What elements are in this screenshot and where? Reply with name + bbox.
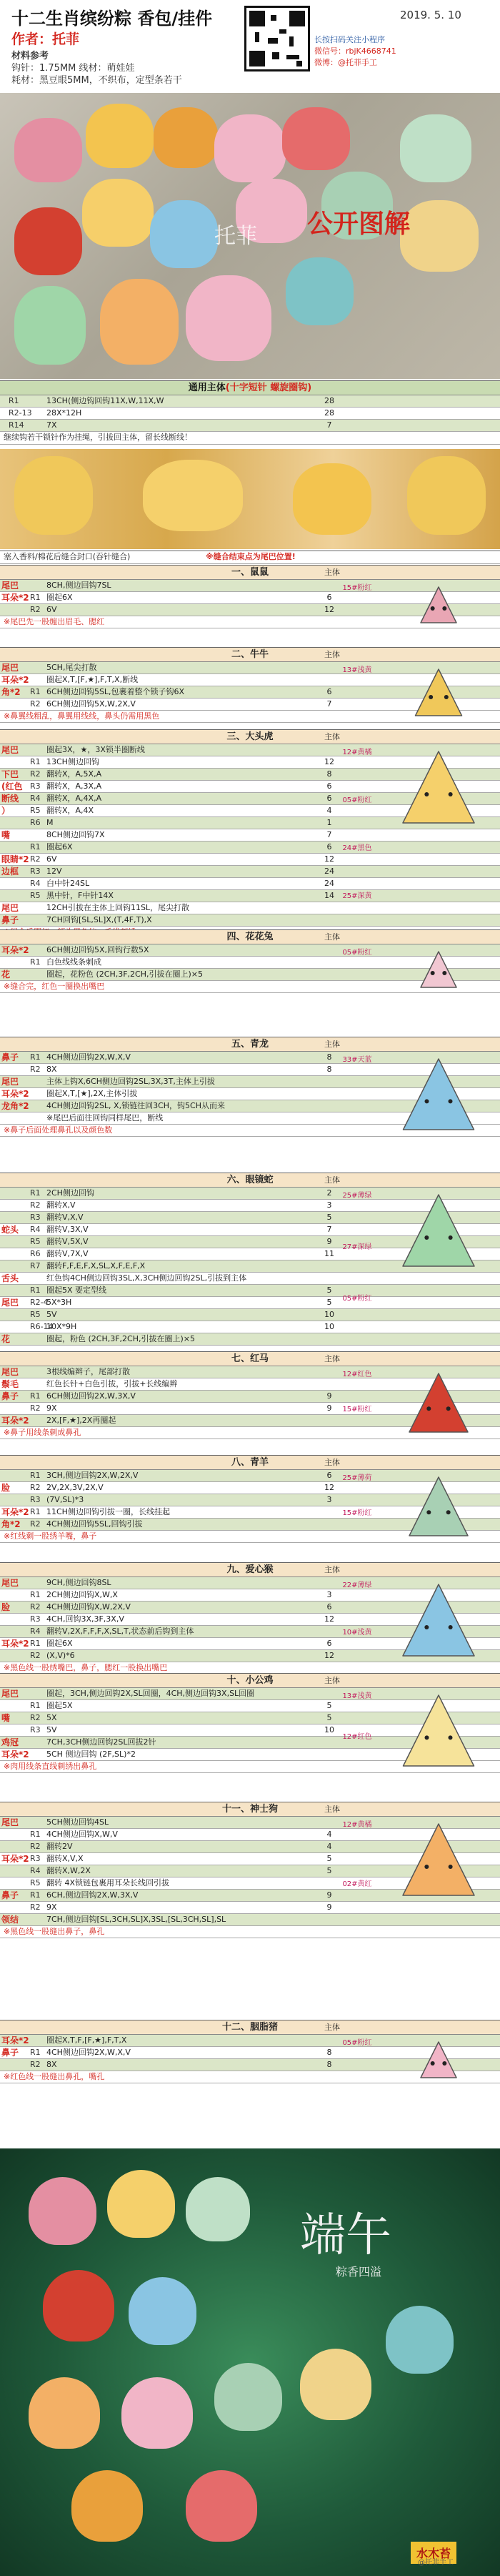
- table-row: 耳朵*2 R1 圈起6X 6: [0, 592, 500, 604]
- main-note: 继续钩若干锁针作为挂绳，引拔回主体，留长线断线！: [0, 432, 500, 445]
- table-row: 尾巴 12CH引拔在主体上回钩11SL，尾尖打散: [0, 902, 500, 914]
- table-row: 脸 R2 4CH侧边回钩X,W,2X,V 6: [0, 1602, 500, 1614]
- yarn-color-label: 15#粉红: [342, 1406, 372, 1413]
- section-4: [0, 929, 500, 993]
- section-title: 六、眼镜蛇 主体: [0, 1173, 500, 1188]
- table-row: R1 白色线线条刺成: [0, 957, 500, 969]
- table-row: R3 4CH,回钩3X,3F,3X,V 12: [0, 1614, 500, 1626]
- table-row: R1 圈起5X 要定型线 5: [0, 1285, 500, 1297]
- table-row: 舌头 红色钩4CH侧边回钩3SL,X,3CH侧边回钩2SL,引拔到主体: [0, 1273, 500, 1285]
- section-warning: ※鼻翼线粗乱，鼻翼用线线，鼻头仍需用黑色: [0, 711, 500, 723]
- table-row: R5 5V 10: [0, 1309, 500, 1321]
- section-title: 八、青羊 主体: [0, 1456, 500, 1470]
- yarn-color-label: 15#粉红: [342, 584, 372, 592]
- section-12: [0, 2020, 500, 2083]
- section-title: 二、牛牛 主体: [0, 648, 500, 662]
- table-row: R5 翻转 4X锁链包裹用耳朵长线回引拔: [0, 1877, 500, 1890]
- section-10: [0, 1673, 500, 1773]
- table-row: 耳朵*2 2X,[F,★],2X再圈起: [0, 1415, 500, 1427]
- table-row: 耳朵*2 圈起X,T,[★],2X,主体引拔: [0, 1088, 500, 1100]
- table-row: R2-13 28X*12H 28: [0, 408, 500, 420]
- table-row: R2 翻转X,V 3: [0, 1200, 500, 1212]
- section-title: 十一、神士狗 主体: [0, 1802, 500, 1817]
- author-label: 作者：: [11, 31, 53, 47]
- table-row: R1 2CH侧边回钩X,W,X 3: [0, 1589, 500, 1602]
- table-row: R3 (7V,SL)*3 3: [0, 1494, 500, 1506]
- section-warning: ※缝合完，红色一圈换出嘴巴: [0, 981, 500, 993]
- table-row: 耳朵*2 R1 圈起6X 6: [0, 1638, 500, 1650]
- materials-line-2: 耗材：黑豆眼5MM，不织布，定型条若干: [11, 75, 182, 86]
- yarn-color-label: 12#红色: [342, 1733, 372, 1741]
- weibo-watermark: @托菲手工: [418, 2559, 454, 2567]
- contact-info: [314, 34, 479, 84]
- zodiac-illustration: [377, 744, 500, 937]
- table-row: R1 3CH,侧边回钩2X,W,2X,V 6: [0, 1470, 500, 1482]
- table-row: 耳朵*2 R3 翻转X,V,X 5: [0, 1853, 500, 1865]
- fill-note: 塞入香料/棉花后缝合封口(吞针缝合) ※缝合结束点为尾巴位置!: [0, 551, 500, 564]
- table-row: R1 圈起6X 6: [0, 842, 500, 854]
- table-row: 尾巴 3根线编辫子，尾部打散: [0, 1366, 500, 1378]
- table-row: R4 翻转V,2X,F,F,F,X,SL,T,状态前后钩到主体: [0, 1626, 500, 1638]
- section-title: 三、大头虎 主体: [0, 730, 500, 744]
- page-title: 十二生肖缤纷粽 香包/挂件: [11, 9, 213, 29]
- yarn-color-label: 15#粉红: [342, 1509, 372, 1517]
- table-row: R3 翻转V,X,V 5: [0, 1212, 500, 1224]
- table-row: R5 翻转V,5X,V 9: [0, 1236, 500, 1248]
- section-warning: ※红线剩一股绣羊嘴，鼻子: [0, 1531, 500, 1543]
- table-row: R2 9X 9: [0, 1403, 500, 1415]
- zodiac-illustration: [377, 1052, 500, 1135]
- section-9: [0, 1562, 500, 1674]
- table-row: 角*2 R1 6CH侧边回钩5SL,包裹着整个锁子钩6X 6: [0, 686, 500, 699]
- dragon-boat-photo: [0, 2148, 500, 2576]
- yarn-color-label: 05#粉红: [342, 1295, 372, 1303]
- table-row: R2 9X 9: [0, 1902, 500, 1914]
- table-row: R6 M 1: [0, 817, 500, 829]
- brand-label: 水木苔: [411, 2542, 456, 2564]
- yarn-color-label: 10#浅黄: [342, 1629, 372, 1637]
- section-warning: ※肉用线条直线刺绣出鼻孔: [0, 1761, 500, 1773]
- section-11: [0, 1802, 500, 1938]
- bottom-subtitle: 粽香四溢: [336, 2265, 382, 2279]
- table-row: 耳朵*2 5CH 侧边回钩 (2F,SL)*2: [0, 1749, 500, 1761]
- yarn-color-label: 05#粉红: [342, 2039, 372, 2047]
- section-7: [0, 1351, 500, 1439]
- zodiac-illustration: [377, 1188, 500, 1344]
- table-row: 鬃毛 红色长针+白色引拔，引拔+长线编辫: [0, 1378, 500, 1391]
- table-row: 鸡冠 7CH,3CH侧边回钩2SL回拔2针: [0, 1737, 500, 1749]
- table-row: 鼻子 R1 6CH,侧边回钩2X,W,3X,V 9: [0, 1890, 500, 1902]
- table-row: 龙角*2 4CH侧边回钩2SL, X,锁链往回3CH，钩5CH从而来: [0, 1100, 500, 1112]
- yarn-color-label: 12#红色: [342, 1371, 372, 1378]
- zodiac-illustration: [377, 2035, 500, 2082]
- yarn-color-label: 25#薄荷: [342, 1474, 372, 1482]
- yarn-color-label: 24#黑色: [342, 844, 372, 852]
- zodiac-illustration: [377, 944, 500, 992]
- section-title: 四、花花兔 主体: [0, 930, 500, 944]
- table-row: 耳朵*2 R1 11CH侧边回钩引拔一圈，长线挂起: [0, 1506, 500, 1519]
- table-row: 边框 R3 12V 24: [0, 866, 500, 878]
- yarn-color-label: 05#粉红: [342, 949, 372, 957]
- yarn-color-label: 22#薄绿: [342, 1581, 372, 1589]
- table-row: R2 (X,V)*6 12: [0, 1650, 500, 1662]
- table-row: 领结 7CH,侧边回钩[SL,3CH,SL]X,3SL,[SL,3CH,SL],SL: [0, 1914, 500, 1926]
- section-3: [0, 729, 500, 939]
- yarn-color-label: 12#黄橘: [342, 749, 372, 756]
- yarn-color-label: 33#天蓝: [342, 1056, 372, 1064]
- section-warning: ※鼻子后面处理鼻孔以及颜色数: [0, 1125, 500, 1137]
- table-row: (红色 R3 翻转X，A,3X,A 6: [0, 781, 500, 793]
- table-row: 耳朵*2 圈起X,T,[F,★],F,T,X,断线: [0, 674, 500, 686]
- table-row: 断线 R4 翻转X，A,4X,A 6: [0, 793, 500, 805]
- table-row: 鼻子 7CH回钩[SL,SL]X,(T,4F,T),X: [0, 914, 500, 927]
- table-row: 尾巴 8CH,侧边回钩7SL: [0, 580, 500, 592]
- table-row: 眼睛*2 R2 6V 12: [0, 854, 500, 866]
- table-row: R5 黑中针，F中针14X 14: [0, 890, 500, 902]
- zodiac-illustration: [377, 662, 500, 721]
- table-row: 鼻子 R1 4CH侧边回钩2X,W,X,V 8: [0, 2047, 500, 2059]
- section-warning: ※尾巴先一股缠出眉毛、腮红: [0, 616, 500, 628]
- table-row: R1 圈起5X 5: [0, 1700, 500, 1712]
- table-row: 鼻子 R1 6CH侧边回钩2X,W,3X,V 9: [0, 1391, 500, 1403]
- table-row: 嘴 R2 5X 5: [0, 1712, 500, 1724]
- section-title: 十、小公鸡 主体: [0, 1674, 500, 1688]
- table-row: 尾巴 R2-4 5X*3H 5: [0, 1297, 500, 1309]
- table-row: R1 2CH侧边回钩 2: [0, 1188, 500, 1200]
- author: [11, 29, 79, 48]
- yarn-color-label: 25#深黄: [342, 892, 372, 900]
- table-row: R2 8X 8: [0, 2059, 500, 2071]
- zodiac-illustration: [377, 1688, 500, 1772]
- yarn-color-label: 02#黄红: [342, 1880, 372, 1888]
- table-row: 耳朵*2 6CH侧边回钩5X,回钩行数5X: [0, 944, 500, 957]
- section-8: [0, 1455, 500, 1543]
- yarn-color-label: 05#粉红: [342, 796, 372, 804]
- yarn-color-label: 12#黄橘: [342, 1821, 372, 1829]
- section-title: 七、红马 主体: [0, 1352, 500, 1366]
- table-row: 尾巴 5CH侧边回钩4SL: [0, 1817, 500, 1829]
- zodiac-illustration: [377, 1470, 500, 1541]
- section-title: 五、青龙 主体: [0, 1037, 500, 1052]
- zodiac-illustration: [377, 1366, 500, 1438]
- section-title: 十二、胭脂猪 主体: [0, 2020, 500, 2035]
- header: [0, 0, 500, 379]
- table-row: R2 翻转2V 4: [0, 1841, 500, 1853]
- table-row: R7 翻转F,F,E,F,X,SL,X,F,E,F,X: [0, 1260, 500, 1273]
- main-body-head: 通用主体(十字短针 螺旋圈钩): [0, 381, 500, 395]
- table-row: 尾巴 圈起3X，★，3X锁半圈断线: [0, 744, 500, 756]
- section-2: [0, 647, 500, 723]
- zodiac-photo: [0, 93, 500, 379]
- yarn-color-label: 13#浅黄: [342, 1692, 372, 1700]
- table-row: ） R5 翻转X，A,4X 4: [0, 805, 500, 817]
- section-title: 九、爱心猴 主体: [0, 1563, 500, 1577]
- zodiac-illustration: [377, 1577, 500, 1673]
- section-warning: ※黑色线一股缝出鼻子，鼻孔: [0, 1926, 500, 1938]
- section-6: [0, 1173, 500, 1346]
- bottom-title: 端午: [300, 2209, 391, 2262]
- photo-watermark: 托菲: [214, 224, 257, 249]
- table-row: R4 翻转X,W,2X 5: [0, 1865, 500, 1877]
- table-row: 尾巴 圈起，3CH,侧边回钩2X,SL回圈，4CH,侧边回钩3X,SL回圈: [0, 1688, 500, 1700]
- section-warning: ※鼻子用线条刺成鼻孔: [0, 1427, 500, 1439]
- table-row: R4 白中针24SL 24: [0, 878, 500, 890]
- table-row: R14 7X 7: [0, 420, 500, 432]
- table-row: 嘴 8CH侧边回钩7X 7: [0, 829, 500, 842]
- main-body-table: [0, 380, 500, 445]
- table-row: R3 5V 10: [0, 1724, 500, 1737]
- table-row: 尾巴 主体上钩X,6CH侧边回钩2SL,3X,3T,主体上引拔: [0, 1076, 500, 1088]
- materials: [11, 50, 182, 87]
- author-name: 托菲: [52, 31, 80, 47]
- table-row: 尾巴 9CH,侧边回钩8SL: [0, 1577, 500, 1589]
- table-row: R6-14 10X*9H 10: [0, 1321, 500, 1333]
- yarn-color-label: 25#薄绿: [342, 1192, 372, 1200]
- section-warning: ※红色线一股缝出鼻孔，嘴孔: [0, 2071, 500, 2083]
- table-row: 蛇头 R4 翻转V,3X,V 7: [0, 1224, 500, 1236]
- process-photo-strip: [0, 449, 500, 549]
- open-pattern-label: 公开图解: [307, 209, 411, 239]
- table-row: R1 13CH(侧边钩回钩11X,W,11X,W 28: [0, 395, 500, 408]
- table-row: R2 6CH侧边回钩5X,W,2X,V 7: [0, 699, 500, 711]
- section-5: [0, 1037, 500, 1137]
- contact-line-1: 长按扫码关注小程序: [314, 35, 385, 44]
- table-row: R6 翻转V,7X,V 11: [0, 1248, 500, 1260]
- yarn-color-label: 27#深绿: [342, 1243, 372, 1251]
- table-row: 花 圈起，花粉色 (2CH,3F,2CH,引拔在圈上)×5: [0, 969, 500, 981]
- table-row: 耳朵*2 圈起X,T,F,[F,★],F,T,X: [0, 2035, 500, 2047]
- table-row: ※尾巴后面往回钩同样尾巴，断线: [0, 1112, 500, 1125]
- section-1: [0, 565, 500, 628]
- table-row: 尾巴 5CH,尾尖打散: [0, 662, 500, 674]
- qr-code[interactable]: [244, 6, 310, 71]
- zodiac-illustration: [377, 580, 500, 627]
- table-row: R2 8X 8: [0, 1064, 500, 1076]
- table-row: 下巴 R2 翻转X，A,5X,A 8: [0, 769, 500, 781]
- date: 2019. 5. 10: [400, 9, 461, 21]
- section-warning: ※黑色线一股绣嘴巴，鼻子，腮红一股换出嘴巴: [0, 1662, 500, 1674]
- table-row: 脸 R2 2V,2X,3V,2X,V 12: [0, 1482, 500, 1494]
- table-row: R1 4CH侧边回钩X,W,V 4: [0, 1829, 500, 1841]
- section-title: 一、鼠鼠 主体: [0, 566, 500, 580]
- table-row: R1 13CH侧边回钩 12: [0, 756, 500, 769]
- table-row: 鼻子 R1 4CH侧边回钩2X,W,X,V 8: [0, 1052, 500, 1064]
- materials-line-1: 钩针：1.75MM 线材：萌娃娃: [11, 63, 135, 74]
- yarn-color-label: 13#浅黄: [342, 666, 372, 674]
- contact-line-2: 微信号：rbjK4668741: [314, 46, 396, 56]
- contact-line-3: 微博：@托菲手工: [314, 58, 377, 67]
- materials-title: 材料参考: [11, 51, 49, 61]
- table-row: 花 圈起，粉色 (2CH,3F,2CH,引拔在圈上)×5: [0, 1333, 500, 1346]
- table-row: R2 6V 12: [0, 604, 500, 616]
- table-row: 角*2 R2 4CH侧边回钩5SL,回钩引拔: [0, 1519, 500, 1531]
- zodiac-illustration: [377, 1817, 500, 1937]
